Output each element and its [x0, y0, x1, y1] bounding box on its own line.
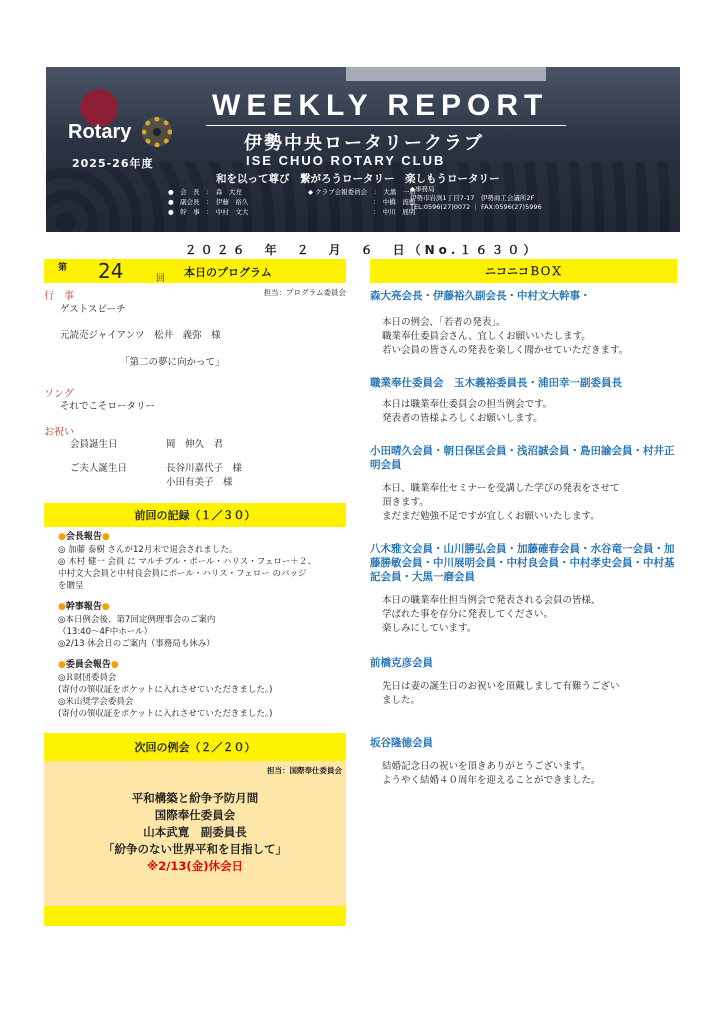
issue-date: ２０２６ 年 ２ 月 ６ 日（No.１６３０） [184, 243, 540, 257]
report-title: WEEKLY REPORT [212, 89, 549, 122]
right-column [370, 259, 677, 788]
secretary-lines [58, 614, 346, 650]
nikoniko-header [370, 259, 677, 283]
member-birthday-label: 会員誕生日 [70, 439, 118, 450]
member-birthday-name: 岡 伸久 君 [166, 439, 224, 450]
entry-names: 職業奉仕委員会 玉木義裕委員長・浦田幸一副委員長 [370, 377, 622, 389]
entry-line: 発表者の皆様よろしくお願いします。 [382, 413, 543, 424]
entry-line: ようやく結婚４０周年を迎えることができました。 [382, 775, 601, 786]
office-line: TEL:0596(27)0072 ｜ FAX:0596(27)5996 [410, 203, 542, 211]
event-name: ゲストスピーチ [60, 304, 126, 315]
report-line: (寄付の領収証をポケットに入れさせていただきました。) [58, 709, 273, 719]
member-birthday-row [70, 438, 346, 452]
report-line: ◎米山奨学会委員会 [58, 697, 134, 707]
rotary-logo-text: Rotary [68, 121, 132, 143]
spouse-birthday-name: 小田有美子 様 [166, 477, 233, 488]
report-line: を贈呈 [58, 581, 84, 591]
report-line: (寄付の領収証をポケットに入れさせていただきました。) [58, 685, 273, 695]
entry-line: 若い会員の皆さんの発表を楽しく聞かせていただきます。 [382, 345, 629, 356]
spouse-birthday-row [70, 462, 346, 490]
next-line: 国際奉仕委員会 [154, 808, 236, 822]
president-lines [58, 544, 346, 592]
song-label: ソング [44, 389, 74, 400]
report-line: （13:40～4F中ホール） [58, 627, 153, 637]
bullet-icon: ● [101, 532, 110, 542]
entry-line: 学ばれた事を存分に発表してください。 [382, 609, 554, 620]
next-meeting-header [44, 733, 346, 761]
report-line: ◎ 木村 健一 会員 に マルチプル・ポール・ハリス・フェロー＋２、 [58, 557, 316, 567]
fiscal-year: 2025-26年度 [72, 157, 154, 170]
next-meeting-details [44, 790, 346, 875]
meeting-number: 24 [98, 259, 124, 283]
entry-line: 結婚記念日の祝いを頂きありがとうございます。 [382, 761, 591, 772]
club-motto: 和を以って尊び 繋がろうロータリー 楽しもうロータリー [216, 173, 500, 185]
nikoniko-entry [370, 736, 677, 788]
nikoniko-entry [370, 542, 677, 636]
program-prefix: 第 [58, 263, 68, 273]
entry-names: 坂谷隆徳会員 [370, 737, 433, 749]
header-banner [46, 67, 680, 232]
president-heading: ●会長報告● [58, 532, 110, 542]
previous-record-title: 前回の記録（１／３０） [134, 509, 256, 522]
nikoniko-entry [370, 444, 677, 524]
nikoniko-entry [370, 289, 677, 358]
guest-speaker: 元読売ジャイアンツ 松井 義弥 様 [60, 330, 221, 341]
title-divider [206, 125, 566, 126]
committee-list [308, 187, 416, 217]
report-line: ◎2/13 休会日のご案内（事務局も休み） [58, 639, 215, 649]
left-column [44, 259, 346, 926]
office-line: 伊勢市岩渕1丁目7-17 伊勢商工会議所2F [410, 194, 535, 202]
next-meeting-footer-bar [44, 906, 346, 926]
next-meeting-title: 次回の例会（２／２０） [134, 741, 256, 754]
nikoniko-title: ニコニコＢＯＸ [485, 265, 562, 278]
spouse-birthday-names [166, 462, 242, 490]
office-line: ◆事務局 [410, 185, 435, 193]
entry-names: 小田晴久会員・朝日保匡会員・浅沼誠会員・島田諭会員・村井正明会員 [370, 445, 675, 471]
program-in-charge: 担当：プログラム委員会 [263, 288, 346, 297]
celebration-label: お祝い [44, 427, 74, 438]
office-info [410, 185, 542, 212]
report-line: ◎ 加藤 泰樹 さんが12月末で退会されました。 [58, 545, 238, 555]
next-line: 「紛争のない世界平和を目指して」 [103, 842, 287, 856]
report-line: 中村文大会員と中村良会員にポール・ハリス・フェロー のバッジ [58, 569, 307, 579]
spouse-birthday-label: ご夫人誕生日 [70, 463, 128, 474]
program-suffix: 回 [156, 274, 166, 284]
officer-line: ● 幹 事 ： 中村 文大 [168, 208, 249, 216]
entry-line: まだまだ勉強不足ですが宜しくお願いいたします。 [382, 511, 600, 522]
officer-line: ● 会 長 ： 森 大亮 [168, 188, 242, 196]
entry-line: 本日の職業奉仕担当例会で発表される会員の皆様、 [382, 595, 601, 606]
nikoniko-entry [370, 656, 677, 708]
entry-line: 本日は職業奉仕委員会の担当例会です。 [382, 399, 553, 410]
next-line: 山本武寛 副委員長 [143, 825, 247, 839]
club-name-en: ISE CHUO ROTARY CLUB [246, 153, 446, 168]
committee-heading: ●委員会報告● [58, 660, 119, 670]
entry-names: 森大亮会長・伊藤裕久副会長・中村文大幹事・ [370, 290, 591, 302]
entry-line: 職業奉仕委員会さん、宜しくお願いいたします。 [382, 331, 591, 342]
committee-line: ◆ クラブ会報委員会 ： 大黒 一磨 [308, 188, 416, 196]
secretary-heading: ●幹事報告● [58, 602, 110, 612]
song-name: それでこそロータリー [60, 401, 156, 412]
spouse-birthday-name: 長谷川嘉代子 様 [166, 463, 243, 474]
previous-record-header [44, 503, 346, 527]
bullet-icon: ● [58, 532, 66, 542]
next-meeting-box [44, 761, 346, 906]
president-report [58, 531, 346, 544]
entry-line: 先日は妻の誕生日のお祝いを頂戴しまして有難うござい [382, 681, 620, 692]
committee-line: ： 中橋 流樹 [308, 198, 416, 206]
event-label: 行 事 [44, 291, 74, 302]
report-line: ◎本日例会後、第7回定例理事会のご案内 [58, 615, 216, 625]
entry-line: 頂きます。 [382, 497, 429, 508]
program-header [44, 259, 346, 283]
speech-theme: 「第二の夢に向かって」 [120, 357, 225, 368]
committee-lines [58, 672, 346, 720]
officer-line: ● 副会長 ： 伊藤 裕久 [168, 198, 249, 206]
officers-list [168, 187, 248, 217]
next-line: 平和構築と紛争予防月間 [131, 791, 259, 805]
entry-line: 本日の例会、「若者の発表」。 [382, 317, 506, 328]
committee-line: ： 中川 展明 [308, 208, 416, 216]
program-title: 本日のプログラム [184, 266, 272, 279]
rotary-wheel-icon [142, 117, 172, 147]
entry-line: 本日、職業奉仕セミナーを受講した学びの発表をさせて [382, 483, 620, 494]
stage-backdrop [346, 67, 546, 81]
entry-line: ました。 [382, 695, 421, 706]
holiday-notice: ※2/13(金)休会日 [147, 859, 243, 873]
next-in-charge: 担当：国際奉仕委員会 [267, 766, 342, 775]
entry-line: 楽しみにしています。 [382, 623, 477, 634]
club-name-jp: 伊勢中央ロータリークラブ [244, 133, 484, 154]
entry-names: 前橋克彦会員 [370, 657, 433, 669]
nikoniko-entry [370, 376, 677, 426]
report-line: ◎Ｒ財団委員会 [58, 673, 117, 683]
entry-names: 八木雅文会員・山川勝弘会員・加藤確春会員・水谷竜一会員・加藤勝敏会員・中川展明会員・中村良会員・中村孝史会員・中村基記会員・大黒一磨会員 [370, 543, 675, 583]
